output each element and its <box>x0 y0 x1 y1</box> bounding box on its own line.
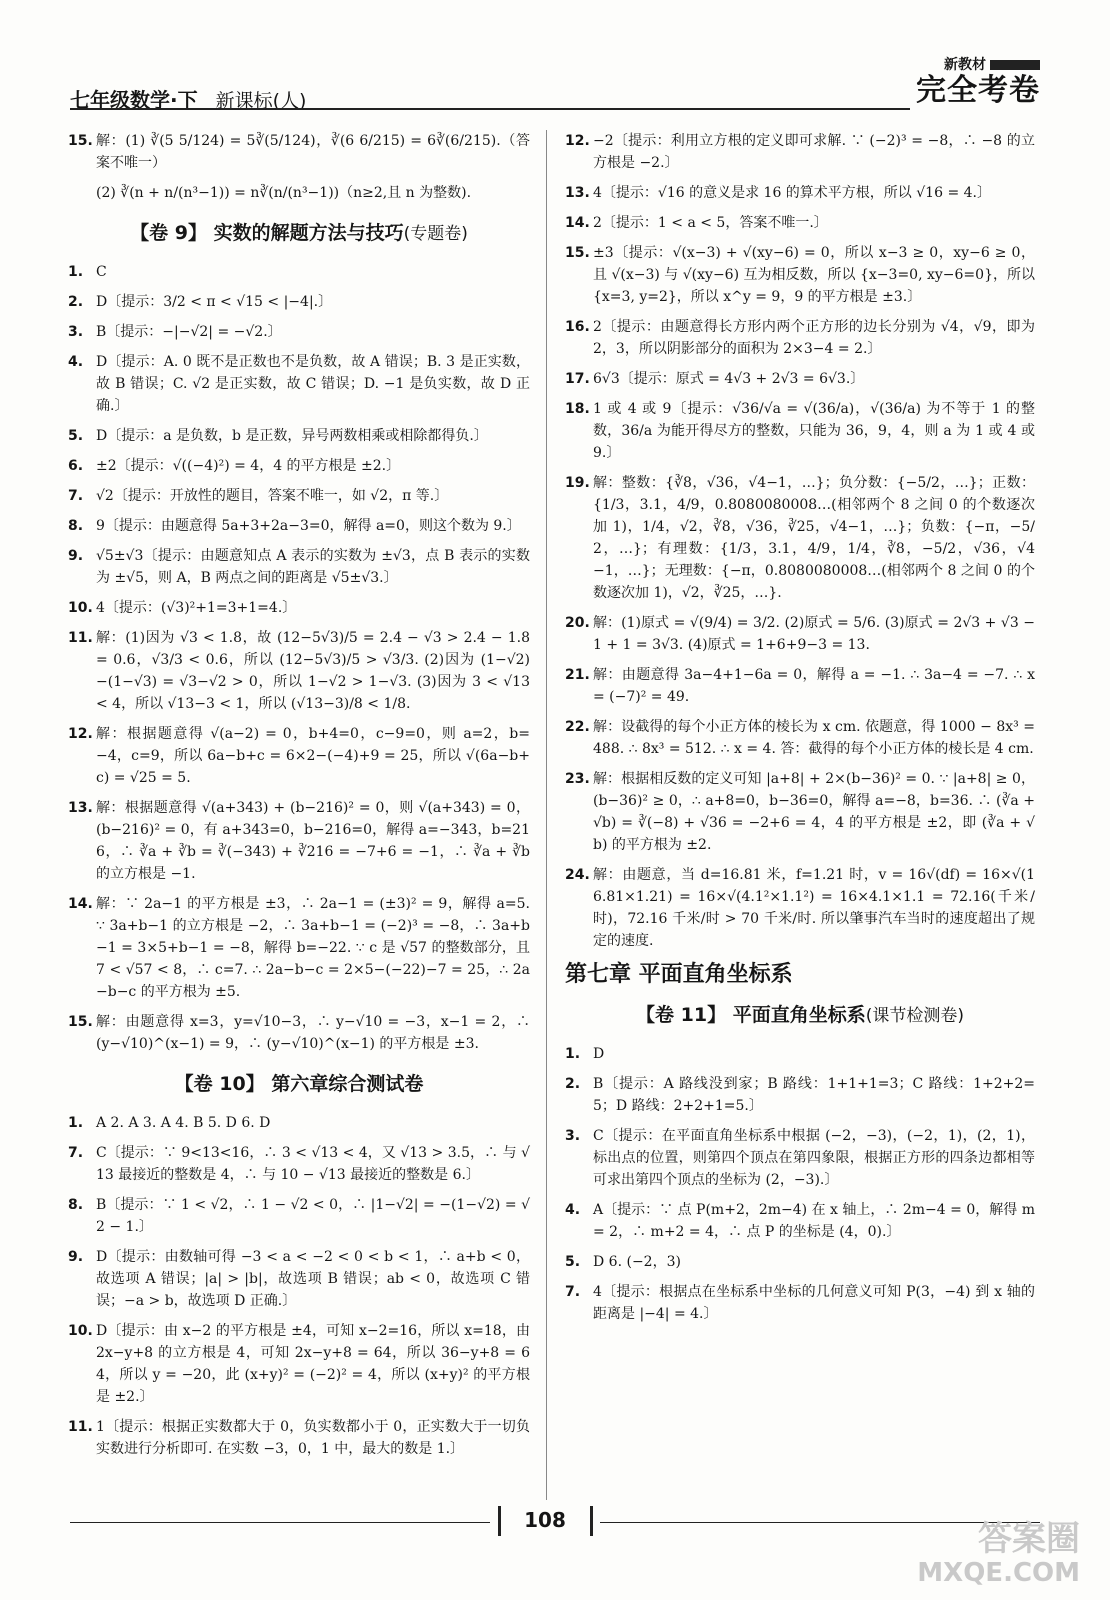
section-label: 【卷 10】 第六章综合测试卷 <box>174 1073 424 1095</box>
answer-text: 4〔提示：(√3)²+1=3+1=4.〕 <box>96 600 297 616</box>
answer-item <box>68 797 530 885</box>
answer-item <box>565 368 1035 390</box>
answer-number: 20. <box>565 615 590 631</box>
answer-text: 解：根据题意得 √(a−2) = 0，b+4=0，c−9=0，则 a=2，b=−4，c=9，所以 6a−b+c = 6×2−(−4)+9 = 25，所以 √(6a−b+c) = √25 = 5. <box>96 726 530 786</box>
answer-item <box>68 893 530 1003</box>
answer-text: 解：根据题意得 √(a+343) + (b−216)² = 0，则 √(a+343) = 0，(b−216)² = 0，有 a+343=0，b−216=0，解得 a=−343，b=216，∴ ∛a + ∛b = ∛(−343) + ∛216 = −7+6 = −1，∴ ∛a + ∛b 的立方根是 −1. <box>96 800 530 882</box>
answer-number: 4. <box>68 354 84 370</box>
answer-number: 22. <box>565 719 590 735</box>
answer-text: 解：由题意得 3a−4+1−6a = 0，解得 a = −1. ∴ 3a−4 = −7. ∴ x = (−7)² = 49. <box>593 667 1035 705</box>
answer-text: D 6. (−2，3) <box>593 1254 681 1270</box>
brand-big-text: 完全考卷 <box>916 73 1040 108</box>
answer-number: 10. <box>68 1323 93 1339</box>
answer-number: 10. <box>68 600 93 616</box>
answer-text: C〔提示：∵ 9<13<16，∴ 3 < √13 < 4，又 √13 > 3.5，∴ 与 √13 最接近的整数是 4，∴ 与 10 − √13 最接近的整数是 6.〕 <box>96 1145 530 1183</box>
answer-number: 15. <box>565 245 590 261</box>
answer-item <box>565 398 1035 464</box>
answer-item <box>565 1043 1035 1065</box>
page-header <box>70 57 1040 112</box>
answer-number: 19. <box>565 475 590 491</box>
answer-item <box>68 723 530 789</box>
answer-text: D〔提示：由 x−2 的平方根是 ±4，可知 x−2=16，所以 x=18，由 2x−y+8 的立方根是 4，可知 2x−y+8 = 64，所以 36−y+8 = 64，所以 y = −20，此 (x+y)² = (−2)² = 4，所以 (x+y)² 的平方根是 ±2.〕 <box>96 1323 530 1405</box>
answer-number: 8. <box>68 518 84 534</box>
section-title <box>68 1073 530 1096</box>
answer-number <box>68 182 96 204</box>
answer-item <box>565 1073 1035 1117</box>
answer-number: 7. <box>68 488 84 504</box>
answer-number: 3. <box>68 324 84 340</box>
answer-item <box>68 627 530 715</box>
footer-rule-left <box>70 1522 490 1523</box>
watermark-cn: 答案圈 <box>978 1519 1080 1559</box>
answer-text: C〔提示：在平面直角坐标系中根据 (−2，−3)，(−2，1)，(2，1)，标出点的位置，则第四个顶点在第四象限，根据正方形的四条边都相等可求出第四个顶点的坐标为 (2，−3).〕 <box>593 1128 1035 1188</box>
watermark-en: MXQE.COM <box>917 1558 1080 1588</box>
answer-item <box>68 321 530 343</box>
answer-item <box>565 242 1035 308</box>
section-label: 【卷 9】 实数的解题方法与技巧 <box>130 222 404 244</box>
answer-number: 8. <box>68 1197 84 1213</box>
answer-text: 4〔提示：根据点在坐标系中坐标的几何意义可知 P(3，−4) 到 x 轴的距离是 |−4| = 4.〕 <box>593 1284 1035 1322</box>
answer-text: D〔提示：由数轴可得 −3 < a < −2 < 0 < b < 1，∴ a+b < 0，故选项 A 错误；|a| > |b|，故选项 B 错误；ab < 0，故选项 C 错误；−a > b，故选项 D 正确.〕 <box>96 1249 530 1309</box>
answer-number: 1. <box>68 264 84 280</box>
answer-item <box>68 1246 530 1312</box>
answer-number: 1. <box>565 1046 581 1062</box>
answer-text: D〔提示：A. 0 既不是正数也不是负数，故 A 错误；B. 3 是正实数，故 B 错误；C. √2 是正实数，故 C 错误；D. −1 是负实数，故 D 正确.〕 <box>96 354 530 414</box>
answer-item <box>68 545 530 589</box>
answer-item <box>565 130 1035 174</box>
answer-text: 解：由题意，当 d=16.81 米，f=1.21 时，v = 16√(df) = 16×√(16.81×1.21) = 16×√(4.1²×1.1²) = 16×4.1×1.1 = 72.16(千米/时)，72.16 千米/时 > 70 千米/时. 所以肇事汽车当时的速度超出了规定的速度. <box>593 867 1035 949</box>
answer-text: 解：∵ 2a−1 的平方根是 ±3，∴ 2a−1 = (±3)² = 9，解得 a=5. ∵ 3a+b−1 的立方根是 −2，∴ 3a+b−1 = (−2)³ = −8，∴ 3a+b−1 = 3×5+b−1 = −8，解得 b=−22. ∵ c 是 √57 的整数部分，且 7 < √57 < 8，∴ c=7. ∴ 2a−b−c = 2×5−(−22)−7 = 25，∴ 2a−b−c 的平方根为 ±5. <box>96 896 530 1000</box>
answer-text: 2〔提示：由题意得长方形内两个正方形的边长分别为 √4，√9，即为 2，3，所以阴影部分的面积为 2×3−4 = 2.〕 <box>593 319 1035 357</box>
answer-item <box>68 455 530 477</box>
brand-small-text: 新教材 <box>944 57 986 73</box>
answer-text: √5±√3〔提示：由题意知点 A 表示的实数为 ±√3，点 B 表示的实数为 ±√5，则 A，B 两点之间的距离是 √5±√3.〕 <box>96 548 530 586</box>
footer-bar-right <box>590 1506 593 1536</box>
answer-item <box>68 425 530 447</box>
answer-item <box>565 472 1035 604</box>
answer-number: 15. <box>68 1014 93 1030</box>
answer-item <box>565 182 1035 204</box>
page-number: 108 <box>524 1508 566 1532</box>
answer-number: 12. <box>68 726 93 742</box>
answer-text: D <box>593 1046 605 1062</box>
answer-item <box>565 1125 1035 1191</box>
answer-item <box>68 182 530 204</box>
book-title: 七年级数学·下 <box>70 88 198 112</box>
section-title <box>565 1004 1035 1027</box>
answer-item <box>565 612 1035 656</box>
answer-text: 1 或 4 或 9〔提示：√36/√a = √(36/a)，√(36/a) 为不等于 1 的整数，36/a 为能开得尽方的整数，只能为 36，9，4，则 a 为 1 或 4 或 9.〕 <box>593 401 1035 461</box>
answer-number: 1. <box>68 1115 84 1131</box>
answer-text: A 2. A 3. A 4. B 5. D 6. D <box>96 1115 271 1131</box>
answer-text: 2〔提示：1 < a < 5，答案不唯一.〕 <box>593 215 828 231</box>
section-type: (专题卷) <box>403 224 468 244</box>
column-divider <box>546 130 547 1500</box>
answer-number: 23. <box>565 771 590 787</box>
answer-text: √2〔提示：开放性的题目，答案不唯一，如 √2，π 等.〕 <box>96 488 449 504</box>
answer-text: 9〔提示：由题意得 5a+3+2a−3=0，解得 a=0，则这个数为 9.〕 <box>96 518 521 534</box>
answer-text: 解：整数：{∛8，√36，√4−1，…}；负分数：{−5/2，…}；正数：{1/3，3.1，4/9，0.8080080008…(相邻两个 8 之间 0 的个数逐次加 1)，1/4，√2，∛8，√36，∛25，√4−1，…}；负数：{−π，−5/2，…}；有理数：{1/3，3.1，4/9，1/4，∛8，−5/2，√36，√4−1，…}；无理数：{−π，0.8080080008…(相邻两个 8 之间 0 的个数逐次加 1)，√2，∛25，…}. <box>593 475 1035 601</box>
answer-item <box>565 716 1035 760</box>
answer-item <box>565 1199 1035 1243</box>
answer-number: 2. <box>68 294 84 310</box>
answer-item <box>68 597 530 619</box>
answer-number: 24. <box>565 867 590 883</box>
answer-number: 15. <box>68 133 93 149</box>
answer-number: 21. <box>565 667 590 683</box>
left-column <box>68 130 530 1468</box>
answer-item <box>68 1194 530 1238</box>
answer-text: 4〔提示：√16 的意义是求 16 的算术平方根，所以 √16 = 4.〕 <box>593 185 991 201</box>
answer-item <box>565 1281 1035 1325</box>
book-edition: 新课标(人) <box>215 90 307 112</box>
answer-text: 6√3〔提示：原式 = 4√3 + 2√3 = 6√3.〕 <box>593 371 865 387</box>
chapter-title: 第七章 平面直角坐标系 <box>565 962 793 987</box>
answer-item <box>68 261 530 283</box>
answer-number: 3. <box>565 1128 581 1144</box>
answer-text: 解：(1) ∛(5 5/124) = 5∛(5/124)，∛(6 6/215) = 6∛(6/215).（答案不唯一） <box>96 133 530 171</box>
answer-number: 9. <box>68 1249 84 1265</box>
answer-item <box>68 1142 530 1186</box>
answer-text: C <box>96 264 107 280</box>
answer-text: B〔提示：∵ 1 < √2，∴ 1 − √2 < 0，∴ |1−√2| = −(1−√2) = √2 − 1.〕 <box>96 1197 530 1235</box>
section-title <box>68 222 530 245</box>
answer-item <box>565 864 1035 952</box>
answer-number: 12. <box>565 133 590 149</box>
footer-bar-left <box>498 1506 501 1536</box>
answer-item <box>68 515 530 537</box>
answer-text: 解：(1)原式 = √(9/4) = 3/2. (2)原式 = 5/6. (3)原式 = 2√3 + √3 − 1 + 1 = 3√3. (4)原式 = 1+6+9−3 = 13. <box>593 615 1035 653</box>
answer-item <box>68 1416 530 1460</box>
answer-number: 4. <box>565 1202 581 1218</box>
answer-item <box>68 1112 530 1134</box>
answer-text: D〔提示：a 是负数，b 是正数，异号两数相乘或相除都得负.〕 <box>96 428 488 444</box>
answer-number: 14. <box>68 896 93 912</box>
answer-item <box>565 768 1035 856</box>
answer-text: 解：由题意得 x=3，y=√10−3，∴ y−√10 = −3，x−1 = 2，∴ (y−√10)^(x−1) = 9，∴ (y−√10)^(x−1) 的平方根是 ±3. <box>96 1014 530 1052</box>
answer-number: 6. <box>68 458 84 474</box>
section-type: (课节检测卷) <box>865 1006 964 1026</box>
answer-number: 5. <box>68 428 84 444</box>
answer-item <box>68 351 530 417</box>
answer-number: 11. <box>68 630 93 646</box>
answer-item <box>565 212 1035 234</box>
answer-text: B〔提示：A 路线没到家；B 路线：1+1+1=3；C 路线：1+2+2=5；D 路线：2+2+1=5.〕 <box>593 1076 1035 1114</box>
right-column <box>565 130 1035 1333</box>
answer-item <box>68 1320 530 1408</box>
answer-number: 7. <box>565 1284 581 1300</box>
page-footer <box>70 1500 1040 1550</box>
answer-text: 解：(1)因为 √3 < 1.8，故 (12−5√3)/5 = 2.4 − √3 > 2.4 − 1.8 = 0.6，√3/3 < 0.6，所以 (12−5√3)/5 > √3/3. (2)因为 (1−√2)−(1−√3) = √3−√2 > 0，所以 1−√2 > 1−√3. (3)因为 3 < √13 < 4，所以 √13−3 < 1，所以 (√13−3)/8 < 1/8. <box>96 630 530 712</box>
answer-number: 16. <box>565 319 590 335</box>
answer-text: 1〔提示：根据正实数都大于 0，负实数都小于 0，正实数大于一切负实数进行分析即可. 在实数 −3，0，1 中，最大的数是 1.〕 <box>96 1419 530 1457</box>
answer-number: 14. <box>565 215 590 231</box>
answer-text: B〔提示：−|−√2| = −√2.〕 <box>96 324 282 340</box>
answer-number: 13. <box>565 185 590 201</box>
answer-item <box>68 130 530 174</box>
answer-item <box>565 316 1035 360</box>
answer-text: (2) ∛(n + n/(n³−1)) = n∛(n/(n³−1))（n≥2,且 n 为整数). <box>96 185 472 201</box>
answer-text: ±2〔提示：√((−4)²) = 4，4 的平方根是 ±2.〕 <box>96 458 401 474</box>
answer-item <box>565 1251 1035 1273</box>
answer-number: 2. <box>565 1076 581 1092</box>
brand-bar <box>990 60 1040 70</box>
answer-item <box>68 485 530 507</box>
answer-number: 11. <box>68 1419 93 1435</box>
watermark <box>917 1520 1080 1588</box>
answer-text: 解：根据相反数的定义可知 |a+8| + 2×(b−36)² = 0. ∵ |a+8| ≥ 0，(b−36)² ≥ 0，∴ a+8=0，b−36=0，解得 a=−8，b=36. ∴ (∛a + √b) = ∛(−8) + √36 = −2+6 = 4，4 的平方根是 ±2，即 (∛a + √b) 的平方根为 ±2. <box>593 771 1035 853</box>
answer-text: A〔提示：∵ 点 P(m+2，2m−4) 在 x 轴上，∴ 2m−4 = 0，解得 m = 2，∴ m+2 = 4，∴ 点 P 的坐标是 (4，0).〕 <box>593 1202 1035 1240</box>
answer-item <box>68 1011 530 1055</box>
answer-item <box>68 291 530 313</box>
answer-number: 18. <box>565 401 590 417</box>
answer-number: 17. <box>565 371 590 387</box>
answer-item <box>565 664 1035 708</box>
answer-text: −2〔提示：利用立方根的定义即可求解. ∵ (−2)³ = −8，∴ −8 的立方根是 −2.〕 <box>593 133 1035 171</box>
brand-logo <box>916 54 1040 108</box>
answer-text: ±3〔提示：√(x−3) + √(xy−6) = 0，所以 x−3 ≥ 0，xy−6 ≥ 0，且 √(x−3) 与 √(xy−6) 互为相反数，所以 {x−3=0, xy−6=0}，所以 {x=3, y=2}，所以 x^y = 9，9 的平方根是 ±3.〕 <box>593 245 1035 305</box>
answer-number: 7. <box>68 1145 84 1161</box>
answer-number: 5. <box>565 1254 581 1270</box>
answer-text: D〔提示：3/2 < π < √15 < |−4|.〕 <box>96 294 333 310</box>
header-rule <box>70 108 910 110</box>
section-label: 【卷 11】 平面直角坐标系 <box>636 1004 866 1026</box>
answer-number: 9. <box>68 548 84 564</box>
answer-text: 解：设截得的每个小正方体的棱长为 x cm. 依题意，得 1000 − 8x³ = 488. ∴ 8x³ = 512. ∴ x = 4. 答：截得的每个小正方体的棱长是 4 cm. <box>593 719 1035 757</box>
answer-number: 13. <box>68 800 93 816</box>
